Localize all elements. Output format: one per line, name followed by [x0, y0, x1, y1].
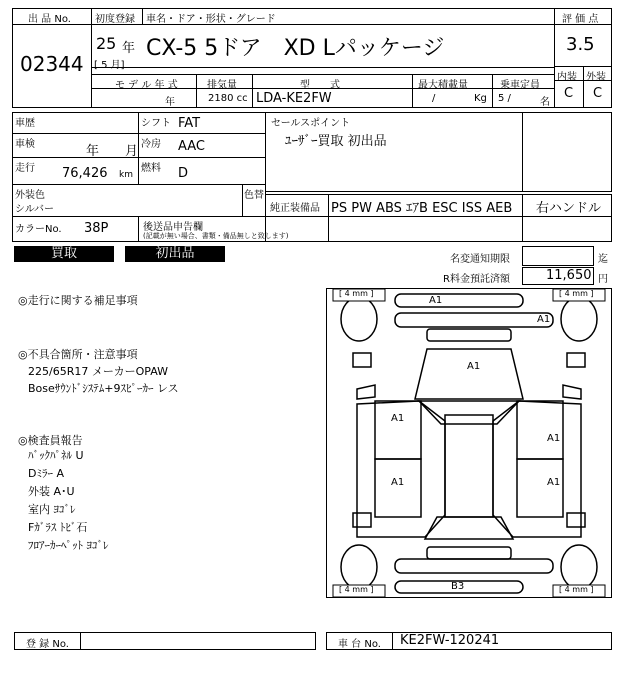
mileage-label: 走行	[15, 163, 35, 174]
exterior-label: 外装	[586, 72, 606, 83]
lot-number: 02344	[20, 52, 84, 76]
damage-mark: A1	[547, 477, 561, 488]
inspector-line: Fｶﾞﾗｽ ﾄﾋﾞ石	[28, 521, 88, 534]
chassis-value: KE2FW-120241	[400, 633, 500, 648]
registration-label: 登 録 No.	[26, 639, 69, 650]
ac-value: AAC	[178, 139, 205, 154]
car-diagram	[326, 288, 612, 598]
sales-point-value: ﾕｰｻﾞｰ買取 初出品	[285, 134, 387, 149]
fuel-label: 燃料	[141, 163, 161, 174]
first-reg-label: 初度登録	[95, 14, 135, 25]
chassis-label: 車 台 No.	[338, 639, 381, 650]
interior-label: 内装	[557, 72, 577, 83]
reg-year: 25	[96, 34, 117, 53]
mileage-unit: km	[119, 170, 133, 180]
displacement: 2180 cc	[208, 93, 248, 104]
damage-mark: A1	[467, 361, 481, 372]
name-change-field	[522, 246, 594, 266]
tread-depth-rear-right: [ 4 mm ]	[559, 585, 594, 594]
max-load: /	[432, 93, 436, 104]
interior-grade: C	[564, 86, 574, 101]
color-no-label: カラーNo.	[15, 224, 62, 235]
model-label: 型 式	[300, 80, 340, 91]
displacement-label: 排気量	[207, 80, 237, 91]
recycle-value: 11,650	[546, 268, 592, 283]
later-parts-label: 後送品申告欄	[143, 222, 203, 233]
color-no-value: 38P	[84, 221, 109, 236]
model-code: LDA-KE2FW	[256, 91, 332, 106]
mileage-value: 76,426	[62, 166, 108, 181]
capacity: 5 /	[498, 93, 511, 104]
defect-line: Boseｻｳﾝﾄﾞｼｽﾃﾑ+9ｽﾋﾟｰｶｰ レス	[28, 382, 179, 395]
tread-depth-front-right: [ 4 mm ]	[559, 289, 594, 298]
damage-mark: A1	[429, 295, 443, 306]
tag-buyout: 買取	[14, 246, 114, 262]
inspector-line: 室内 ﾖｺﾞﾚ	[28, 503, 76, 516]
color-change-label: 色替	[244, 190, 264, 201]
recycle-label: R料金預託済額	[443, 274, 510, 285]
inspector-line: ﾊﾞｯｸﾊﾟﾈﾙ U	[28, 449, 84, 462]
model-year-unit: 年	[165, 97, 175, 108]
fuel-value: D	[178, 166, 189, 181]
inspector-line: 外装 A･U	[28, 485, 75, 498]
ext-color-value: シルバー	[15, 204, 55, 215]
history-label: 車歴	[15, 118, 35, 129]
later-parts-note: (記載が無い場合、書類・備品無しと致します)	[143, 232, 289, 240]
equipment-value: PS PW ABS ｴｱB ESC ISS AEB	[331, 201, 513, 216]
inspection-value: 年 月	[86, 144, 139, 159]
max-load-unit: Kg	[474, 93, 487, 104]
tread-depth-rear-left: [ 4 mm ]	[339, 585, 374, 594]
shift-label: シフト	[141, 118, 171, 129]
max-load-label: 最大積載量	[418, 80, 468, 91]
tag-first-listing: 初出品	[125, 246, 225, 262]
capacity-unit: 名	[540, 97, 550, 108]
inspector-line: Dﾐﾗｰ A	[28, 467, 64, 480]
sales-point-label: セールスポイント	[271, 118, 351, 129]
defect-line: 225/65R17 メーカーOPAW	[28, 365, 169, 378]
tread-depth-front-left: [ 4 mm ]	[339, 289, 374, 298]
capacity-label: 乗車定員	[500, 80, 540, 91]
inspector-title: ◎検査員報告	[18, 434, 83, 447]
sales-point-side-box	[522, 112, 612, 192]
ac-label: 冷房	[141, 139, 161, 150]
grade-value: 3.5	[566, 34, 595, 55]
damage-mark: A1	[547, 433, 561, 444]
reg-month: [ 5 月]	[94, 60, 125, 71]
inspector-line: ﾌﾛｱｰｶｰﾍﾟｯﾄ ﾖｺﾞﾚ	[28, 539, 109, 552]
inspection-label: 車検	[15, 139, 35, 150]
lot-label: 出 品 No.	[28, 14, 71, 25]
damage-mark: A1	[391, 413, 405, 424]
car-name: CX-5 5ドア XD Lパッケージ	[146, 36, 445, 61]
defects-title: ◎不具合箇所・注意事項	[18, 348, 138, 361]
model-year-label: モ デ ル 年 式	[115, 80, 178, 91]
name-label: 車名・ドア・形状・グレード	[146, 14, 276, 25]
recycle-unit: 円	[598, 274, 608, 285]
steering-value: 右ハンドル	[536, 201, 602, 216]
driving-notes-title: ◎走行に関する補足事項	[18, 294, 138, 307]
exterior-grade: C	[593, 86, 603, 101]
grade-label: 評 価 点	[562, 14, 599, 25]
ext-color-label: 外装色	[15, 190, 45, 201]
damage-mark: B3	[451, 581, 465, 592]
equipment-label: 純正装備品	[270, 203, 320, 214]
reg-year-unit: 年	[122, 41, 136, 56]
damage-mark: A1	[391, 477, 405, 488]
car-body-outline	[327, 289, 611, 597]
name-change-label: 名変通知期限	[450, 254, 510, 265]
name-change-unit: 迄	[598, 254, 608, 265]
damage-mark: A1	[537, 314, 551, 325]
shift-value: FAT	[178, 116, 201, 131]
